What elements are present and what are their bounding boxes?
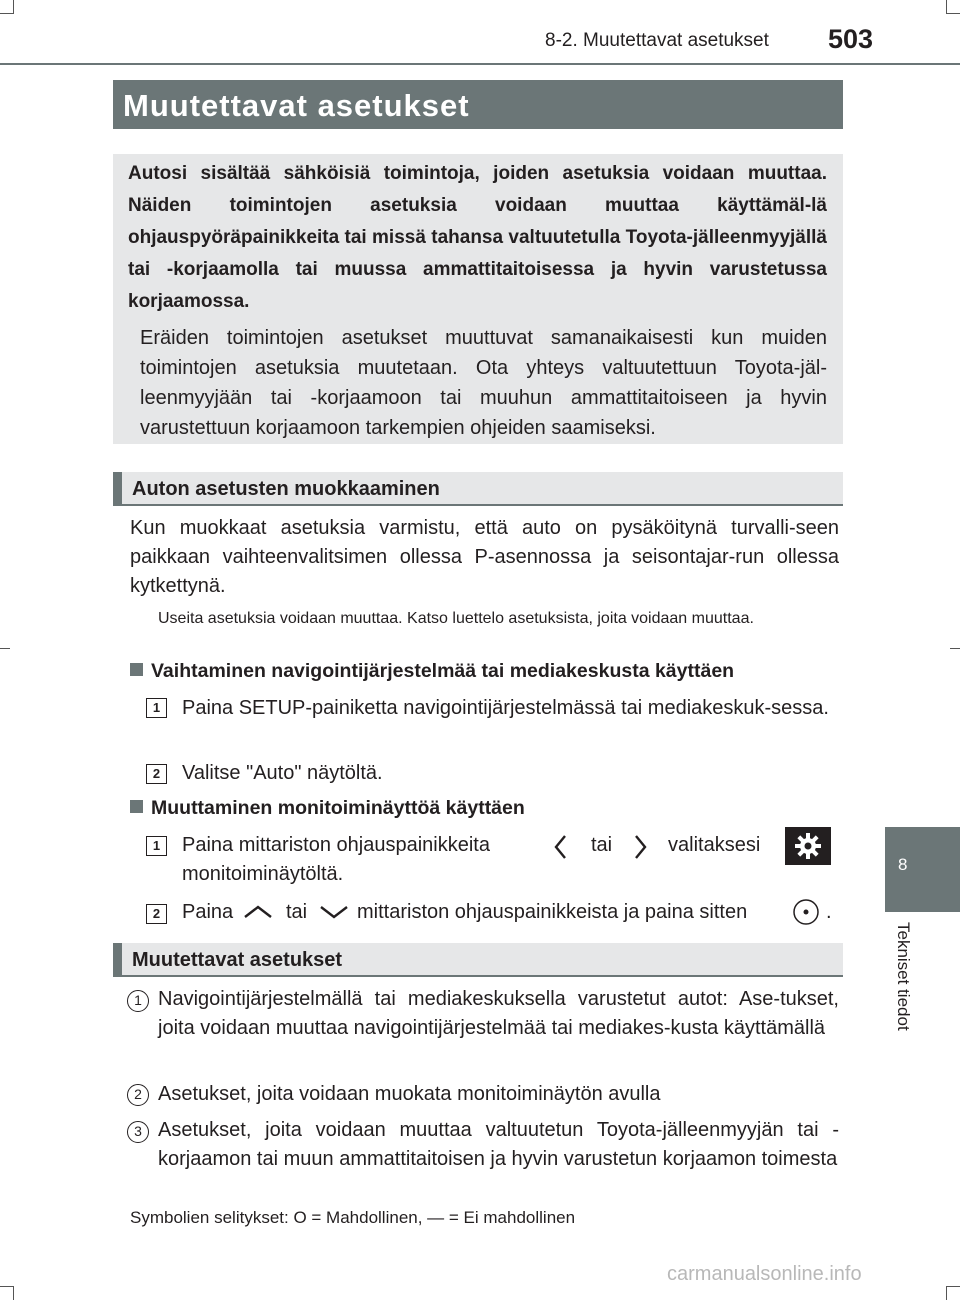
watermark: carmanualsonline.info (667, 1263, 862, 1285)
chevron-right-icon (632, 834, 648, 860)
crop-mark (0, 648, 10, 649)
step-number: 2 (146, 904, 167, 924)
section1-paragraph: Kun muokkaat asetuksia varmistu, että auto on pysäköitynä turvalli-seen paikkaan vaihteenvalitsimen ollessa P-asennossa ja seisontajar-run ollessa kytkettynä. (130, 517, 839, 597)
step-number: 1 (146, 698, 167, 718)
nav-step-1-text: Paina SETUP-painiketta navigointijärjestelmässä tai mediakeskuk-sessa. (182, 697, 829, 719)
mfd-step2-part2: tai (286, 901, 308, 923)
crop-mark (946, 13, 960, 14)
step-number: 1 (146, 836, 167, 856)
crop-mark (0, 1286, 14, 1287)
intro-box (113, 154, 843, 444)
settings-item-3-text: Asetukset, joita voidaan muuttaa valtuutetun Toyota-jälleenmyyjän tai -korjaamon tai muun ammattitaitoisen ja hyvin varustetun korjaamon toimesta (158, 1119, 839, 1170)
item-number: 2 (127, 1084, 149, 1106)
section1-note: Useita asetuksia voidaan muuttaa. Katso luettelo asetuksista, joita voidaan muuttaa. (158, 610, 754, 627)
crop-mark (13, 0, 14, 14)
nav-heading (130, 660, 840, 683)
crop-mark (946, 1286, 947, 1300)
mfd-step1-part2: tai (591, 834, 613, 856)
item-number: 3 (127, 1121, 149, 1143)
page-title: Muutettavat asetukset (113, 80, 843, 129)
crop-mark (950, 648, 960, 649)
gear-icon (785, 827, 831, 865)
crop-mark (946, 0, 947, 14)
mfd-heading-text: Muuttaminen monitoiminäyttöä käyttäen (151, 797, 525, 819)
crop-mark (0, 13, 14, 14)
nav-step-2-text: Valitse "Auto" näytöltä. (182, 762, 383, 784)
chevron-up-icon (243, 904, 273, 920)
crop-mark (13, 1286, 14, 1300)
chapter-label: Tekniset tiedot (894, 922, 913, 1031)
mfd-step2-part3: mittariston ohjauspainikkeista ja paina sitten (357, 901, 748, 923)
chevron-left-icon (553, 834, 569, 860)
section-label: 8-2. Muutettavat asetukset (545, 30, 769, 51)
settings-item-2-text: Asetukset, joita voidaan muokata monitoiminäytön avulla (158, 1083, 661, 1105)
bullet-square-icon (130, 800, 143, 813)
chapter-number: 8 (898, 855, 908, 874)
mfd-step1-part3: valitaksesi (668, 834, 761, 856)
mfd-heading (130, 797, 840, 820)
crop-mark (946, 1286, 960, 1287)
step-number: 2 (146, 764, 167, 784)
page-number: 503 (828, 24, 874, 54)
mfd-step1-part4: monitoiminäytöltä. (182, 863, 344, 885)
item-number: 1 (127, 990, 149, 1012)
mfd-step2-part1: Paina (182, 901, 234, 923)
section-heading-auton-asetusten: Auton asetusten muokkaaminen (113, 472, 843, 506)
mfd-step2-part4: . (826, 901, 832, 923)
enter-dot-icon (791, 897, 821, 927)
bullet-square-icon (130, 663, 143, 676)
header-rule (0, 63, 960, 65)
symbol-legend: Symbolien selitykset: O = Mahdollinen, — = Ei mahdollinen (130, 1208, 576, 1227)
intro-normal-text: Eräiden toimintojen asetukset muuttuvat samanaikaisesti kun muiden toimintojen asetuksia muutetaan. Ota yhteys valtuutettuun Toyota-jäl-leenmyyjään tai -korjaamoon tai muuhun ammattitaitoiseen ja hyvin varustettuun korjaamoon tarkempien ohjeiden saamiseksi. (140, 327, 827, 439)
intro-bold-text: Autosi sisältää sähköisiä toimintoja, joiden asetuksia voidaan muuttaa. Näiden toimintojen asetuksia voidaan muuttaa käyttämäl-lä ohjauspyöräpainikkeita tai missä tahansa valtuutetulla Toyota-jälleenmyyjällä tai -korjaamolla tai muussa ammattitaitoisessa ja hyvin varustetussa korjaamossa. (128, 163, 827, 312)
section-heading-muutettavat: Muutettavat asetukset (113, 943, 843, 977)
nav-heading-text: Vaihtaminen navigointijärjestelmää tai mediakeskusta käyttäen (151, 660, 735, 682)
chevron-down-icon (319, 904, 349, 920)
mfd-step1-part1: Paina mittariston ohjauspainikkeita (182, 834, 490, 856)
settings-item-1-text: Navigointijärjestelmällä tai mediakeskuksella varustetut autot: Ase-tukset, joita voidaan muuttaa navigointijärjestelmää tai mediakes-kusta käyttämällä (158, 988, 839, 1039)
chapter-tab (885, 827, 960, 912)
